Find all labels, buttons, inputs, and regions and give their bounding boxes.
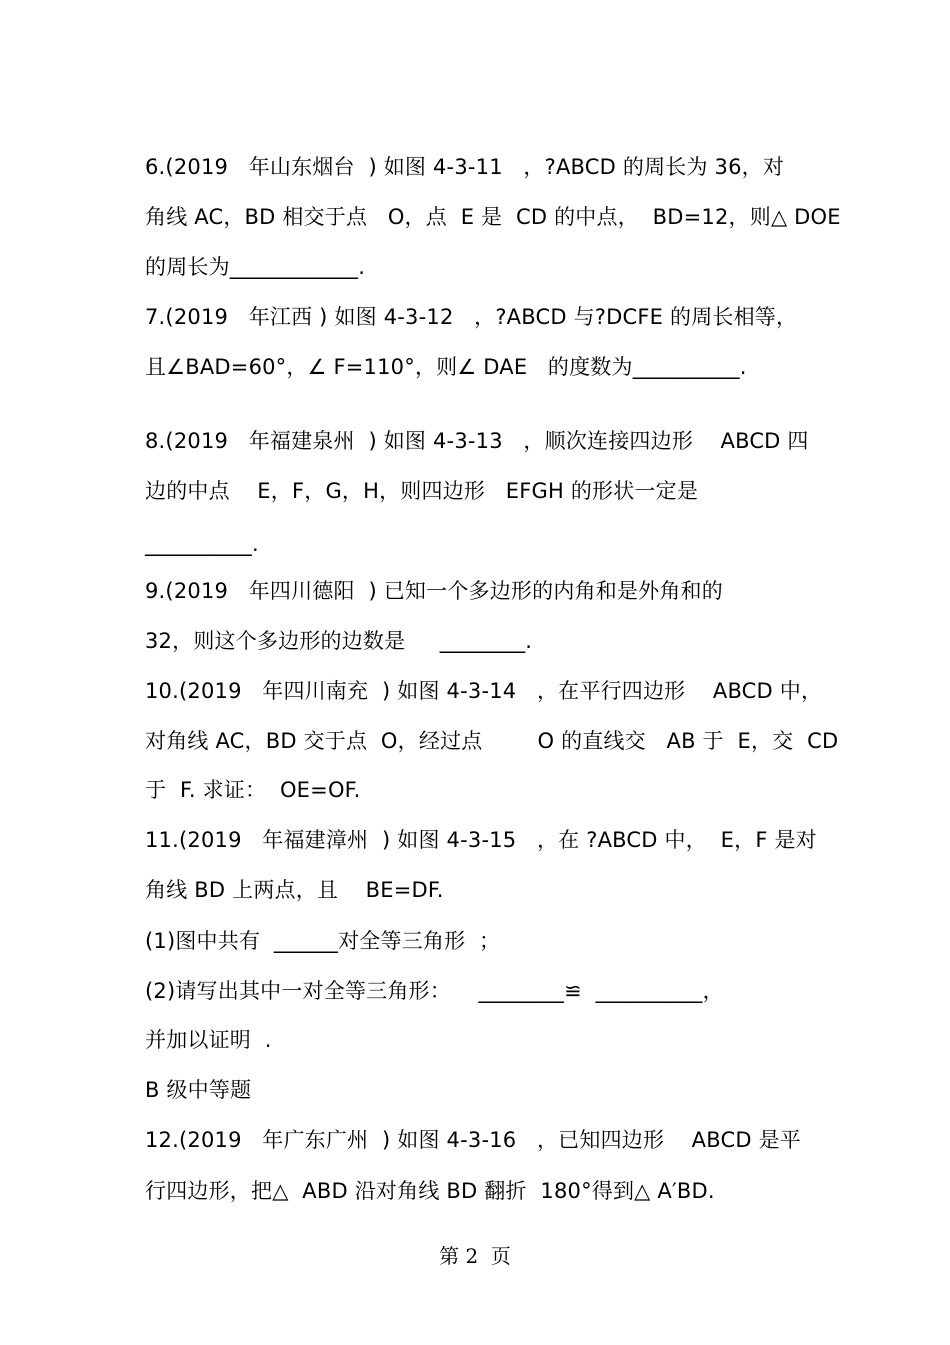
q11-part-1: (1)图中共有 ______对全等三角形 ； [145,929,501,953]
q11-part-2: (2)请写出其中一对全等三角形： ________≌ __________， [145,979,724,1003]
q9-line-2: 32，则这个多边形的边数是 ________. [145,629,533,653]
q12-line-2: 行四边形，把△ ABD 沿对角线 BD 翻折 180°得到△ A′BD. [145,1179,715,1203]
page-number-footer: 第 2 页 [439,1244,511,1268]
q8-line-3: __________. [145,532,259,556]
q10-line-2: 对角线 AC，BD 交于点 O，经过点 O 的直线交 AB 于 E，交 CD [145,729,839,753]
q7-line-2: 且∠BAD=60°，∠ F=110°，则∠ DAE 的度数为__________. [145,355,747,379]
q12-line-1: 12.(2019 年广东广州 ) 如图 4-3-16 ，已知四边形 ABCD 是平 [145,1128,801,1152]
q11-line-1: 11.(2019 年福建漳州 ) 如图 4-3-15 ，在 ?ABCD 中， E，F 是对 [145,828,817,852]
q8-line-1: 8.(2019 年福建泉州 ) 如图 4-3-13 ，顺次连接四边形 ABCD 四 [145,429,809,453]
section-heading-b-level: B 级中等题 [145,1078,252,1102]
q6-line-2: 角线 AC，BD 相交于点 O，点 E 是 CD 的中点， BD=12，则△ DOE [145,205,841,229]
q6-line-3: 的周长为____________. [145,255,366,279]
q6-line-1: 6.(2019 年山东烟台 ) 如图 4-3-11 ，?ABCD 的周长为 36，对 [145,155,785,179]
q9-line-1: 9.(2019 年四川德阳 ) 已知一个多边形的内角和是外角和的 [145,579,723,603]
q8-line-2: 边的中点 E，F，G，H，则四边形 EFGH 的形状一定是 [145,479,699,503]
q10-line-3: 于 F. 求证： OE=OF. [145,778,361,802]
q7-line-1: 7.(2019 年江西 ) 如图 4-3-12 ，?ABCD 与?DCFE 的周长相等， [145,305,798,329]
q11-part-2-cont: 并加以证明 . [145,1028,272,1052]
q10-line-1: 10.(2019 年四川南充 ) 如图 4-3-14 ，在平行四边形 ABCD 中， [145,679,823,703]
q11-line-2: 角线 BD 上两点，且 BE=DF. [145,878,444,902]
